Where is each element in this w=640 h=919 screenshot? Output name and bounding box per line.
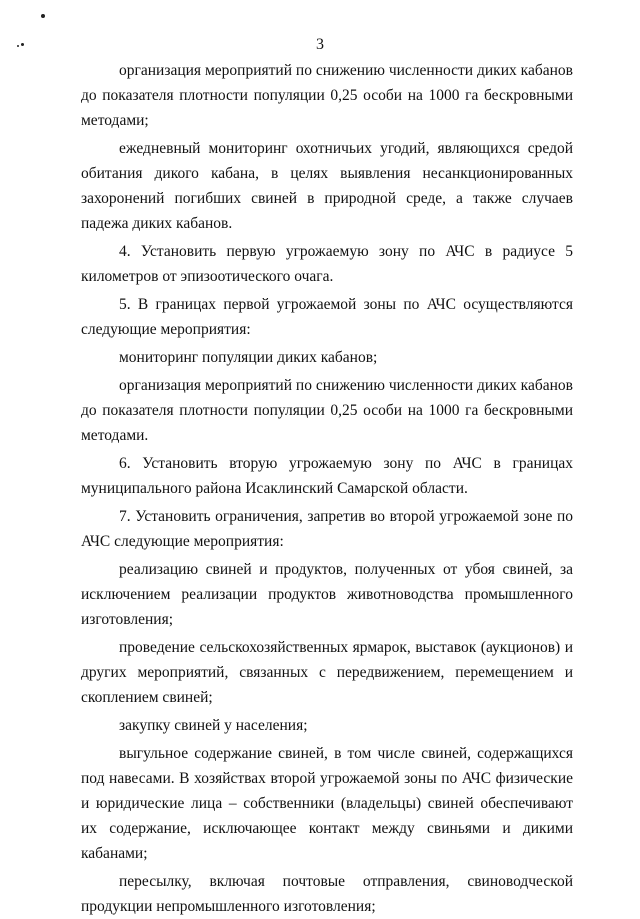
paragraph: пересылку, включая почтовые отправления, свиноводческой продукции непромышленного изготовления; xyxy=(81,873,573,915)
paragraph: ежедневный мониторинг охотничьих угодий, являющихся средой обитания дикого кабана, в целях выявления несанкционированных захоронений погибших свиней в природной среде, а также случаев падежа диких кабанов. xyxy=(81,140,573,232)
paragraph: выгульное содержание свиней, в том числе свиней, содержащихся под навесами. В хозяйствах второй угрожаемой зоны по АЧС физические и юридические лица – собственники (владельцы) свиней обеспечивают их содержание, исключающее контакт между свиньями и дикими кабанами; xyxy=(81,745,573,862)
paragraph: 4. Установить первую угрожаемую зону по АЧС в радиусе 5 километров от эпизоотического очага. xyxy=(81,243,573,285)
paragraph: проведение сельскохозяйственных ярмарок, выставок (аукционов) и других мероприятий, связанных с передвижением, перемещением и скоплением свиней; xyxy=(81,639,573,706)
page-number: 3 xyxy=(316,36,324,53)
paragraph: организация мероприятий по снижению численности диких кабанов до показателя плотности популяции 0,25 особи на 1000 га бескровными методами; xyxy=(81,62,573,129)
document-body xyxy=(81,58,573,919)
paragraph: реализацию свиней и продуктов, полученных от убоя свиней, за исключением реализации продуктов животноводства промышленного изготовления; xyxy=(81,561,573,628)
paragraph: 7. Установить ограничения, запретив во второй угрожаемой зоне по АЧС следующие мероприятия: xyxy=(81,508,573,550)
paragraph: организация мероприятий по снижению численности диких кабанов до показателя плотности популяции 0,25 особи на 1000 га бескровными методами. xyxy=(81,377,573,444)
paragraph: 5. В границах первой угрожаемой зоны по АЧС осуществляются следующие мероприятия: xyxy=(81,296,573,338)
paragraph: мониторинг популяции диких кабанов; xyxy=(119,349,378,366)
scan-speck xyxy=(41,14,45,18)
paragraph: закупку свиней у населения; xyxy=(119,717,308,734)
paragraph: 6. Установить вторую угрожаемую зону по АЧС в границах муниципального района Исаклинский Самарской области. xyxy=(81,455,573,497)
